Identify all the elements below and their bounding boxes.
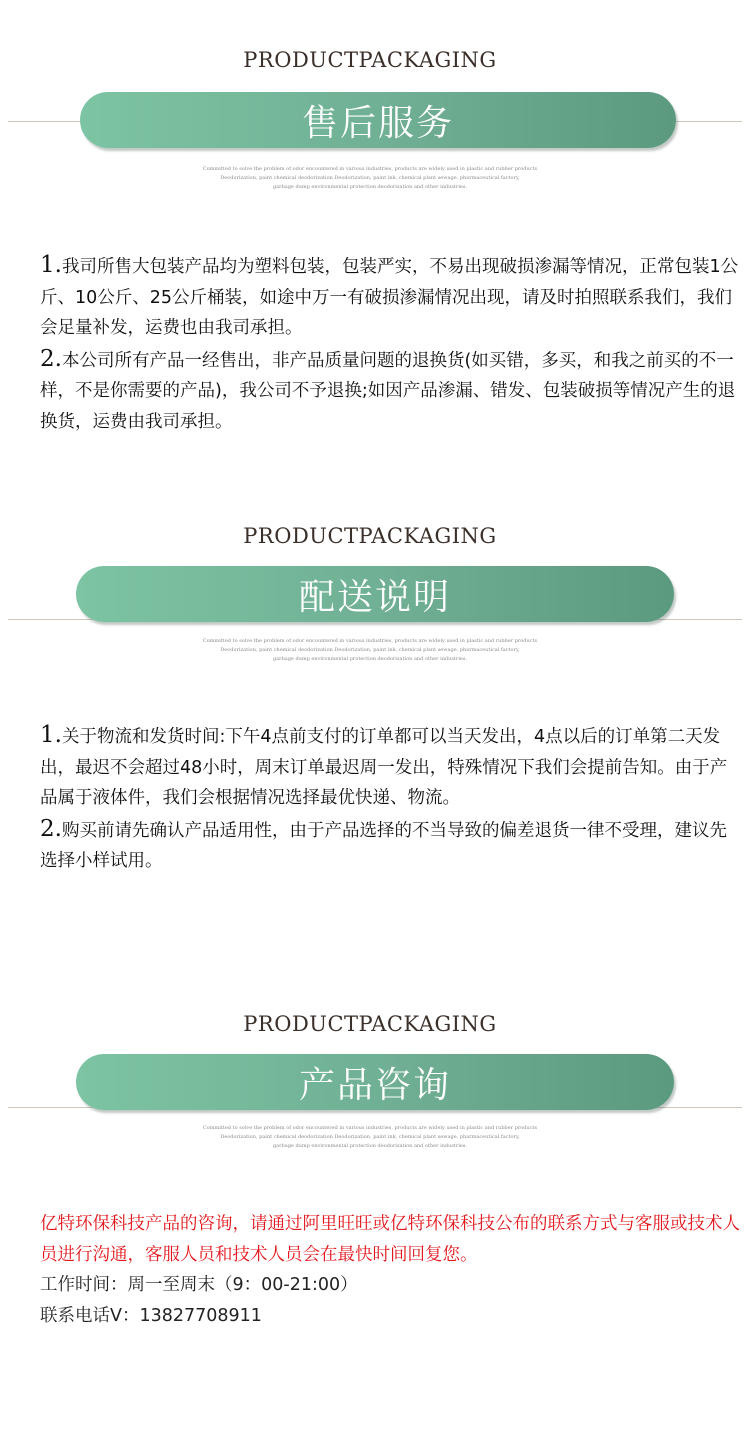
section-3-fine-print bbox=[0, 1124, 740, 1151]
fine-print-line: garbage dump environmental protection deodorization and other industries. bbox=[272, 184, 468, 190]
section-2-title: 配送说明 bbox=[298, 576, 451, 618]
fine-print-line: garbage dump environmental protection deodorization and other industries. bbox=[272, 1143, 468, 1149]
fine-print-line: Committed to solve the problem of odor encountered in various industries, products are widely used in plastic and rubber products bbox=[202, 1125, 538, 1131]
list-item bbox=[40, 720, 740, 814]
item-number: 2. bbox=[40, 815, 62, 842]
fine-print-line: garbage dump environmental protection deodorization and other industries. bbox=[272, 656, 468, 662]
list-item bbox=[40, 250, 740, 344]
section-3-title-banner bbox=[76, 1054, 674, 1110]
working-hours: 工作时间：周一至周末（9：00-21:00） bbox=[40, 1275, 358, 1295]
item-text: 本公司所有产品一经售出，非产品质量问题的退换货(如买错，多买，和我之前买的不一样，不是你需要的产品)，我公司不予退换;如因产品渗漏、错发、包装破损等情况产生的退换货，运费由我司承担。 bbox=[40, 350, 736, 432]
item-text: 关于物流和发货时间:下午4点前支付的订单都可以当天发出，4点以后的订单第二天发出，最迟不会超过48小时，周末订单最迟周一发出，特殊情况下我们会提前告知。由于产品属于液体件，我们会根据情况选择最优快递、物流。 bbox=[40, 727, 728, 808]
fine-print-line: Deodorization, paint chemical deodorization Deodorization, paint ink, chemical plant sewage, pharmaceutical factory, bbox=[220, 175, 520, 181]
list-item bbox=[40, 344, 740, 438]
section-2-fine-print bbox=[0, 637, 740, 664]
item-number: 1. bbox=[40, 252, 62, 278]
consultation-notice: 亿特环保科技产品的咨询，请通过阿里旺旺或亿特环保科技公布的联系方式与客服或技术人员进行沟通，客服人员和技术人员会在最快时间回复您。 bbox=[40, 1214, 740, 1265]
contact-phone: 联系电话V：13827708911 bbox=[40, 1305, 262, 1326]
item-number: 2. bbox=[40, 345, 62, 372]
section-1-title: 售后服务 bbox=[301, 102, 454, 144]
section-1-eyebrow: PRODUCTPACKAGING bbox=[243, 48, 497, 72]
item-text: 我司所售大包装产品均为塑料包装，包装严实，不易出现破损渗漏等情况，正常包装1公斤、10公斤、25公斤桶装，如途中万一有破损渗漏情况出现，请及时拍照联系我们，我们会足量补发，运费也由我司承担。 bbox=[40, 257, 739, 338]
item-number: 1. bbox=[40, 722, 62, 748]
fine-print-line: Committed to solve the problem of odor encountered in various industries, products are widely used in plastic and rubber products bbox=[202, 166, 538, 172]
item-text: 购买前请先确认产品适用性，由于产品选择的不当导致的偏差退货一律不受理，建议先选择小样试用。 bbox=[40, 820, 727, 871]
section-3-title: 产品咨询 bbox=[298, 1064, 451, 1106]
list-item bbox=[40, 814, 740, 877]
section-1-fine-print bbox=[0, 165, 740, 192]
section-2-eyebrow: PRODUCTPACKAGING bbox=[243, 524, 497, 548]
section-2-body bbox=[40, 720, 740, 877]
section-3-body bbox=[40, 1209, 740, 1331]
section-3-eyebrow: PRODUCTPACKAGING bbox=[243, 1012, 497, 1036]
fine-print-line: Committed to solve the problem of odor encountered in various industries, products are widely used in plastic and rubber products bbox=[202, 638, 538, 644]
fine-print-line: Deodorization, paint chemical deodorization Deodorization, paint ink, chemical plant sewage, pharmaceutical factory, bbox=[220, 647, 520, 653]
fine-print-line: Deodorization, paint chemical deodorization Deodorization, paint ink, chemical plant sewage, pharmaceutical factory, bbox=[220, 1134, 520, 1140]
section-1-body bbox=[40, 250, 740, 437]
section-2-title-banner bbox=[76, 566, 674, 622]
section-1-title-banner bbox=[80, 92, 676, 148]
